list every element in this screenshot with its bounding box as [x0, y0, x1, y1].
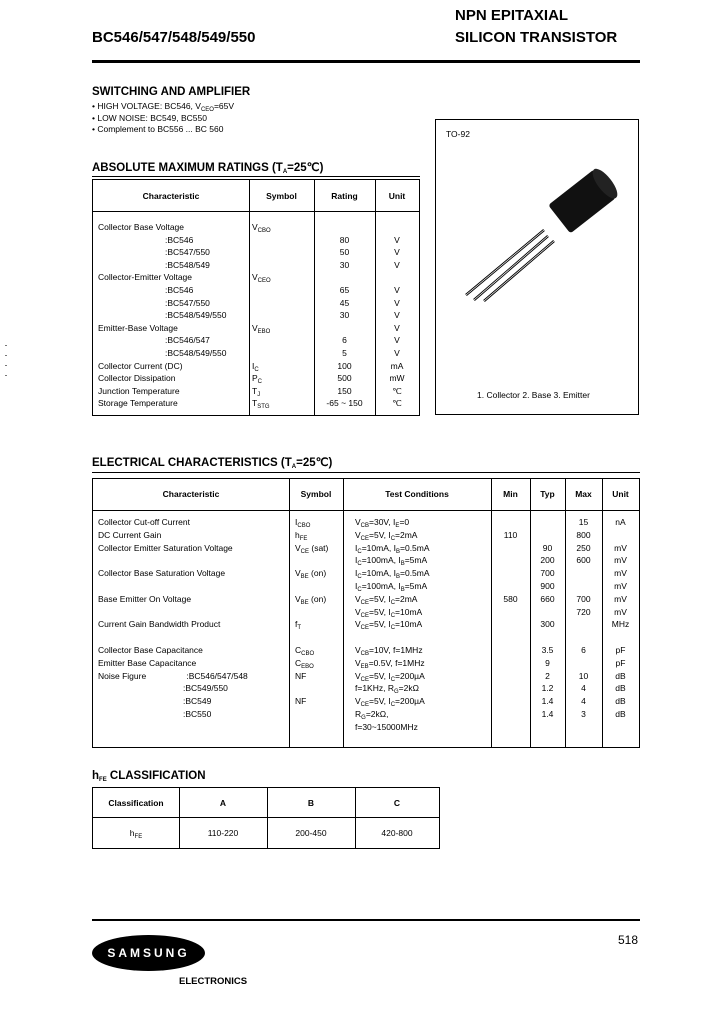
elec-row-characteristic: :BC549 — [98, 696, 212, 707]
elec-row-typ: 9 — [545, 657, 550, 668]
elec-row-max: 4 — [581, 696, 586, 707]
elec-row-min: 580 — [503, 593, 518, 604]
abs-row-unit: V — [394, 348, 400, 358]
elec-row-symbol: $C_{EBO}$ — [295, 657, 314, 670]
abs-row-unit: V — [394, 234, 400, 245]
abs-row-rating: 150 — [337, 385, 352, 396]
scan-marks — [5, 345, 7, 376]
abs-row-unit: mA — [390, 360, 404, 371]
elec-row-unit: dB — [615, 696, 626, 707]
elec-col-unit: Unit — [612, 489, 629, 499]
abs-row-characteristic: :BC546 — [165, 234, 194, 245]
abs-row-characteristic: Collector Dissipation — [98, 373, 176, 384]
abs-row-characteristic: :BC546/547 — [165, 335, 210, 346]
abs-row-unit: ℃ — [392, 385, 402, 396]
abs-row-characteristic: Collector-Emitter Voltage — [98, 272, 193, 283]
elec-col-conditions: Test Conditions — [385, 489, 449, 499]
elec-row-conditions: f=1KHz, $R_G=2k\Omega$ — [355, 683, 419, 696]
abs-col-unit: Unit — [388, 191, 406, 201]
feature-bullet: • Complement to BC556 ... BC 560 — [92, 124, 224, 134]
elec-row-typ: 2 — [545, 670, 550, 681]
elec-row-max: 6 — [581, 645, 586, 655]
abs-col-characteristic: Characteristic — [142, 191, 200, 201]
package-label: TO-92 — [446, 129, 470, 139]
hfe-header-classification: Classification — [108, 798, 164, 808]
features-list — [92, 101, 234, 136]
feature-bullet: • LOW NOISE: BC549, BC550 — [92, 112, 207, 123]
elec-row-characteristic: Current Gain Bandwidth Product — [98, 619, 221, 630]
footer-rule — [92, 919, 640, 921]
elec-row-conditions: $V_{CE}=5V$, $I_C=200\mu A$ — [355, 696, 425, 709]
elec-row-characteristic: :BC550 — [98, 709, 212, 719]
abs-row-unit: V — [394, 335, 400, 346]
elec-col-min: Min — [503, 489, 518, 499]
elec-row-unit: dB — [615, 670, 626, 681]
abs-row-rating: 6 — [342, 335, 347, 346]
elec-row-conditions: $I_C=10mA$, $I_B=0.5mA$ — [355, 542, 430, 555]
elec-row-unit: nA — [615, 517, 626, 527]
features-heading: SWITCHING AND AMPLIFIER — [92, 86, 251, 98]
elec-row-conditions: $V_{CE}=5V$, $I_C=10mA$ — [355, 606, 423, 619]
hfe-value-a: 110-220 — [207, 828, 239, 838]
abs-row-unit: ℃ — [392, 398, 402, 409]
abs-row-symbol: $V_{EBO}$ — [252, 322, 271, 335]
elec-row-max: 3 — [581, 709, 586, 719]
abs-row-characteristic: :BC548/549/550 — [165, 310, 227, 321]
abs-row-symbol: $P_C$ — [252, 373, 263, 386]
elec-row-characteristic: Collector Emitter Saturation Voltage — [98, 542, 233, 553]
hfe-value-c: 420-800 — [381, 828, 413, 838]
elec-row-max: 10 — [578, 670, 589, 681]
abs-row-characteristic: :BC547/550 — [165, 247, 210, 258]
elec-row-unit: MHz — [611, 619, 630, 630]
elec-row-conditions: $V_{CE}=5V$, $I_C=200\mu A$ — [355, 670, 425, 683]
elec-row-unit: mV — [614, 581, 627, 591]
elec-row-characteristic: :BC549/550 — [98, 683, 228, 694]
elec-row-symbol: $V_{BE}$ (on) — [295, 568, 327, 581]
abs-row-rating: 500 — [337, 373, 352, 384]
abs-row-rating: 30 — [339, 259, 350, 270]
header-title-line2: SILICON TRANSISTOR — [455, 29, 618, 46]
elec-row-conditions: $V_{CE}=5V$, $I_C=2mA$ — [355, 593, 418, 606]
elec-heading-rule — [92, 472, 640, 473]
elec-row-unit: mV — [614, 542, 627, 553]
abs-row-characteristic: Collector Current (DC) — [98, 360, 183, 371]
elec-row-typ: 200 — [540, 555, 555, 566]
elec-row-unit: mV — [614, 555, 627, 566]
elec-row-characteristic: Collector Base Capacitance — [98, 645, 203, 655]
abs-col-rating: Rating — [331, 191, 358, 201]
elec-table — [92, 478, 640, 748]
elec-row-max: 700 — [576, 593, 591, 604]
abs-row-symbol: $I_C$ — [252, 360, 259, 373]
elec-row-typ: 1.2 — [541, 683, 554, 694]
abs-row-unit: V — [394, 310, 400, 321]
elec-col-symbol: Symbol — [300, 489, 332, 499]
abs-row-unit: mW — [389, 373, 405, 384]
abs-row-rating: 5 — [342, 348, 347, 358]
elec-row-typ: 1.4 — [541, 696, 554, 707]
abs-max-table — [92, 179, 420, 416]
elec-col-typ: Typ — [540, 489, 555, 499]
hfe-header-a: A — [219, 798, 227, 808]
abs-max-heading-rule — [92, 176, 420, 177]
elec-row-symbol: $f_T$ — [295, 619, 302, 632]
elec-row-max: 720 — [576, 606, 591, 617]
feature-bullet: • HIGH VOLTAGE: BC546, $V_{CEO}=65V$ — [92, 101, 235, 113]
hfe-row-label: $h_{FE}$ — [129, 828, 143, 840]
hfe-table — [92, 787, 440, 849]
hfe-header-c: C — [393, 798, 401, 808]
part-numbers: BC546/547/548/549/550 — [92, 29, 256, 46]
elec-row-typ: 3.5 — [541, 645, 554, 655]
elec-row-conditions: $I_C=10mA$, $I_B=0.5mA$ — [355, 568, 430, 581]
abs-row-rating: -65 ~ 150 — [326, 398, 363, 409]
elec-row-unit: dB — [615, 683, 626, 694]
header-rule — [92, 60, 640, 63]
hfe-header-b: B — [307, 798, 315, 808]
abs-col-symbol: Symbol — [266, 191, 297, 201]
abs-row-characteristic: :BC548/549 — [165, 259, 210, 270]
abs-row-characteristic: Storage Temperature — [98, 398, 178, 409]
elec-row-symbol: NF — [295, 670, 307, 681]
elec-row-max: 4 — [581, 683, 586, 694]
elec-row-characteristic: Collector Cut-off Current — [98, 517, 190, 527]
elec-row-symbol: $V_{CE}$ (sat) — [295, 542, 329, 555]
elec-row-conditions: $I_C=100mA$, $I_B=5mA$ — [355, 581, 428, 593]
elec-row-typ: 300 — [540, 619, 555, 630]
elec-row-unit: dB — [615, 709, 626, 719]
abs-row-characteristic: :BC548/549/550 — [165, 348, 227, 358]
elec-row-conditions: $V_{EB}=0.5V$, f=1MHz — [355, 657, 425, 670]
abs-row-characteristic: Collector Base Voltage — [98, 222, 184, 232]
to92-package-drawing — [436, 120, 638, 414]
elec-row-max: 250 — [576, 542, 591, 553]
elec-row-characteristic: Base Emitter On Voltage — [98, 593, 192, 604]
header-title-line1: NPN EPITAXIAL — [455, 7, 569, 24]
footer-division: ELECTRONICS — [179, 976, 248, 987]
abs-row-rating: 100 — [337, 360, 352, 371]
elec-row-symbol: $V_{BE}$ (on) — [295, 593, 327, 606]
abs-row-unit: V — [394, 297, 400, 308]
elec-row-symbol: $I_{CBO}$ — [295, 517, 311, 529]
abs-row-symbol: $V_{CEO}$ — [252, 272, 271, 285]
elec-row-conditions: $R_G=2k\Omega$, — [355, 709, 389, 721]
abs-row-symbol: $T_{STG}$ — [252, 398, 270, 411]
package-box — [435, 119, 639, 415]
hfe-heading: $h_{FE}$ CLASSIFICATION — [92, 770, 206, 783]
page-number: 518 — [618, 933, 639, 947]
elec-row-conditions: $V_{CB}=10V$, f=1MHz — [355, 645, 423, 657]
abs-row-rating: 50 — [339, 247, 350, 258]
abs-row-rating: 30 — [339, 310, 350, 321]
elec-row-characteristic: Collector Base Saturation Voltage — [98, 568, 226, 579]
elec-row-min: 110 — [503, 529, 518, 540]
abs-row-unit: V — [394, 259, 400, 270]
elec-col-characteristic: Characteristic — [162, 489, 220, 499]
abs-row-symbol: $V_{CBO}$ — [252, 222, 271, 234]
elec-row-conditions: $V_{CB}=30V$, $I_E=0$ — [355, 517, 410, 529]
samsung-logo — [92, 935, 205, 971]
elec-row-symbol: NF — [295, 696, 307, 707]
abs-row-symbol: $T_J$ — [252, 385, 261, 398]
elec-row-unit: mV — [614, 568, 627, 579]
elec-row-symbol: $C_{CBO}$ — [295, 645, 315, 657]
abs-row-unit: V — [394, 322, 400, 333]
elec-row-max: 15 — [578, 517, 589, 527]
elec-col-max: Max — [575, 489, 592, 499]
elec-row-max: 800 — [576, 529, 591, 540]
elec-row-characteristic: DC Current Gain — [98, 529, 162, 540]
abs-row-characteristic: Emitter-Base Voltage — [98, 322, 178, 333]
abs-max-heading: ABSOLUTE MAXIMUM RATINGS $(T_A=25℃)$ — [92, 162, 324, 175]
elec-row-unit: mV — [614, 606, 627, 617]
elec-row-symbol: $h_{FE}$ — [295, 529, 308, 542]
abs-row-characteristic: :BC547/550 — [165, 297, 210, 308]
elec-row-characteristic: Noise Figure :BC546/547/548 — [98, 670, 248, 681]
elec-row-max: 600 — [576, 555, 591, 566]
abs-row-rating: 80 — [339, 234, 350, 245]
elec-row-characteristic: Emitter Base Capacitance — [98, 657, 197, 668]
elec-row-unit: pF — [615, 645, 626, 655]
elec-row-unit: mV — [614, 593, 627, 604]
elec-heading: ELECTRICAL CHARACTERISTICS $(T_A=25℃)$ — [92, 457, 333, 470]
elec-row-conditions: f=30~15000MHz — [355, 721, 418, 732]
elec-row-typ: 900 — [540, 581, 555, 591]
elec-row-conditions: $I_C=100mA$, $I_B=5mA$ — [355, 555, 428, 568]
elec-row-unit: pF — [615, 657, 626, 668]
hfe-value-b: 200-450 — [295, 828, 327, 838]
package-pinout: 1. Collector 2. Base 3. Emitter — [477, 390, 590, 400]
abs-row-unit: V — [394, 285, 400, 295]
abs-row-unit: V — [394, 247, 400, 258]
abs-row-rating: 65 — [339, 285, 350, 295]
samsung-logo-text: SAMSUNG — [107, 946, 190, 960]
elec-row-typ: 700 — [540, 568, 555, 579]
elec-row-typ: 660 — [540, 593, 555, 604]
elec-row-conditions: $V_{CE}=5V$, $I_C=10mA$ — [355, 619, 423, 632]
elec-row-typ: 90 — [542, 542, 553, 553]
abs-row-rating: 45 — [339, 297, 350, 308]
abs-row-characteristic: :BC546 — [165, 285, 194, 295]
elec-row-typ: 1.4 — [541, 709, 554, 719]
elec-row-conditions: $V_{CE}=5V$, $I_C=2mA$ — [355, 529, 418, 542]
abs-row-characteristic: Junction Temperature — [98, 385, 180, 396]
